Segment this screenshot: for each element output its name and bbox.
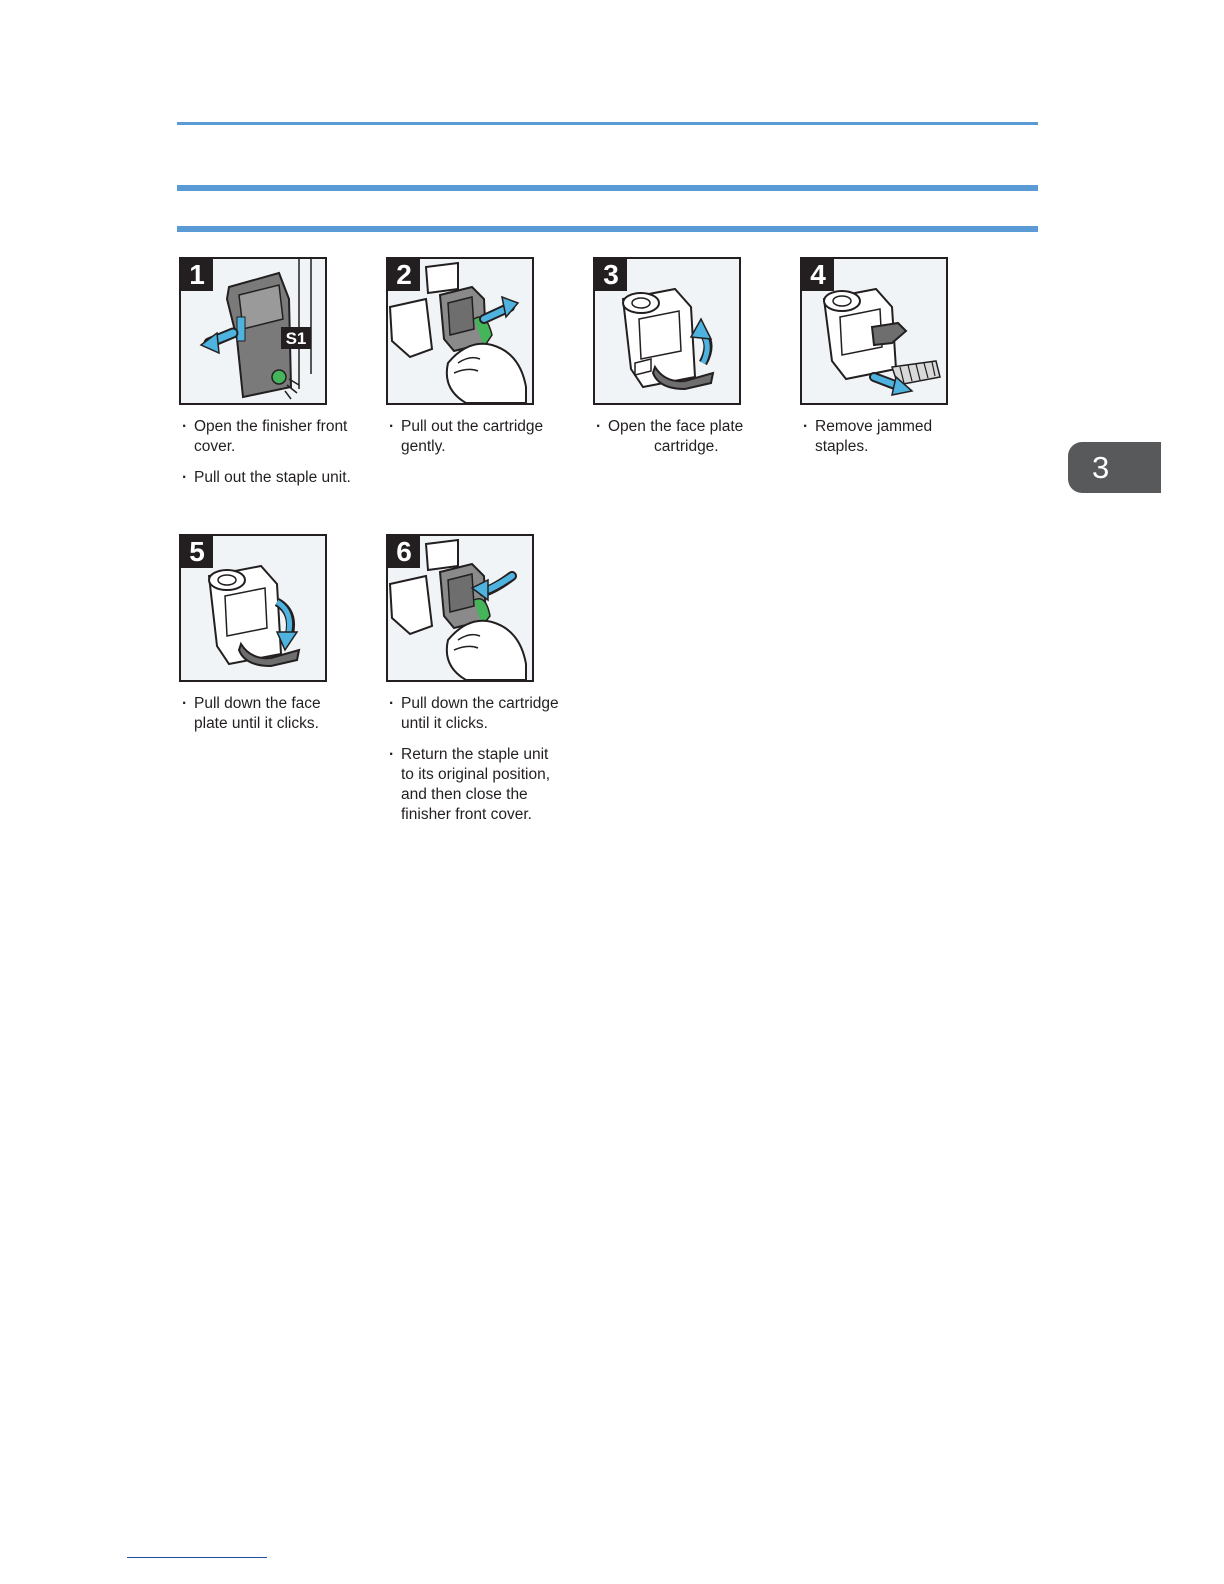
instruction-bullet: · Pull down the face plate until it clicks. — [179, 694, 354, 734]
step-1-illustration — [179, 257, 327, 405]
instruction-bullet: · Pull out the staple unit. — [179, 468, 354, 488]
step-number: 4 — [802, 259, 834, 291]
step-number: 2 — [388, 259, 420, 291]
step-5-caption — [179, 694, 354, 745]
step-number: 3 — [595, 259, 627, 291]
step-5-illustration — [179, 534, 327, 682]
step-4-illustration — [800, 257, 948, 405]
step-1-caption — [179, 417, 354, 499]
instruction-bullet: · Open the finisher front cover. — [179, 417, 354, 457]
step-number: 1 — [181, 259, 213, 291]
step-2-illustration — [386, 257, 534, 405]
instruction-bullet: · Pull out the cartridge gently. — [386, 417, 561, 457]
inset-label: S1 — [285, 329, 307, 348]
step-number: 5 — [181, 536, 213, 568]
step-2-caption — [386, 417, 561, 468]
step-6-illustration — [386, 534, 534, 682]
step-3-illustration — [593, 257, 741, 405]
step-4-caption — [800, 417, 975, 468]
instruction-bullet: · Pull down the cartridge until it clicks. — [386, 694, 561, 734]
header-rule-middle — [177, 185, 1038, 191]
step-number: 6 — [388, 536, 420, 568]
step-6-caption — [386, 694, 561, 836]
footer-link-underline — [127, 1557, 267, 1558]
instruction-bullet: · Open the face plate cartridge. — [593, 417, 768, 457]
instruction-bullet: · Return the staple unit to its original position, and then close the finisher front cover. — [386, 745, 561, 825]
chapter-tab[interactable]: 3 — [1068, 442, 1161, 493]
step-3-caption — [593, 417, 768, 468]
header-rule-top — [177, 122, 1038, 125]
instruction-bullet: · Remove jammed staples. — [800, 417, 975, 457]
header-rule-bottom — [177, 226, 1038, 232]
